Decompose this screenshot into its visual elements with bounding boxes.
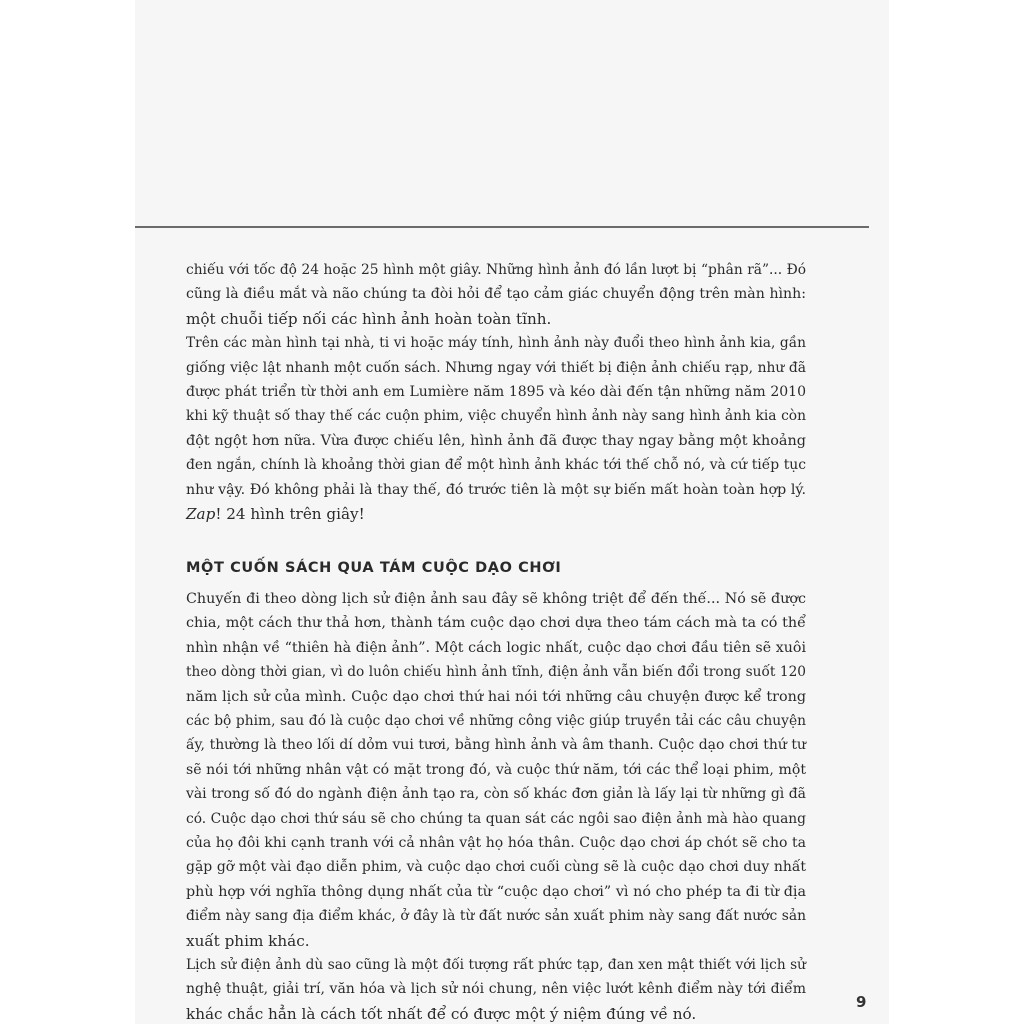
text-line: gặp gỡ một vài đạo diễn phim, và cuộc dạo chơi cuối cùng sẽ là cuộc dạo chơi duy nhất [186, 859, 806, 876]
text-line: khi kỹ thuật số thay thế các cuộn phim, việc chuyển hình ảnh này sang hình ảnh kia còn [186, 408, 806, 425]
text-line: nhìn nhận về “thiên hà điện ảnh”. Một cách logic nhất, cuộc dạo chơi đầu tiên sẽ xuôi [186, 639, 806, 656]
paragraph-4 [186, 953, 806, 1026]
section-heading: MỘT CUỐN SÁCH QUA TÁM CUỘC DẠO CHƠI [186, 560, 562, 577]
header-rule [135, 226, 869, 228]
text-line: phù hợp với nghĩa thông dụng nhất của từ “cuộc dạo chơi” vì nó cho phép ta đi từ địa [186, 883, 806, 900]
paragraph-3 [186, 587, 806, 953]
text-line: cũng là điều mắt và não chúng ta đòi hỏi để tạo cảm giác chuyển động trên màn hình: [186, 286, 806, 303]
text-fragment: ! 24 hình trên giây! [215, 505, 365, 524]
paragraph-1 [186, 258, 806, 331]
text-line: vài trong số đó do ngành điện ảnh tạo ra, còn số khác đơn giản là lấy lại từ những gì đã [186, 786, 806, 803]
text-line: như vậy. Đó không phải là thay thế, đó trước tiên là một sự biến mất hoàn toàn hợp lý. [186, 481, 806, 498]
text-line: xuất phim khác. [186, 931, 310, 950]
page-number: 9 [856, 993, 867, 1011]
text-line: một chuỗi tiếp nối các hình ảnh hoàn toàn tĩnh. [186, 309, 552, 328]
text-line: đen ngắn, chính là khoảng thời gian để một hình ảnh khác tới thế chỗ nó, và cứ tiếp tục [186, 457, 806, 474]
text-line: chia, một cách thư thả hơn, thành tám cuộc dạo chơi dựa theo tám cách mà ta có thể [186, 615, 806, 632]
text-line: có. Cuộc dạo chơi thứ sáu sẽ cho chúng ta quan sát các ngôi sao điện ảnh mà hào quang [186, 810, 806, 827]
italic-word: Zap [186, 505, 216, 524]
text-line: Chuyến đi theo dòng lịch sử điện ảnh sau đây sẽ không triệt để đến thế... Nó sẽ được [186, 590, 806, 607]
text-line: của họ đôi khi cạnh tranh với cả nhân vật họ hóa thân. Cuộc dạo chơi áp chót sẽ cho ta [186, 834, 806, 851]
body-text [186, 258, 806, 1026]
text-line: theo dòng thời gian, vì do luôn chiếu hình ảnh tĩnh, điện ảnh vẫn biến đổi trong suốt 120 [186, 664, 806, 681]
text-line: khác chắc hẳn là cách tốt nhất để có được một ý niệm đúng về nó. [186, 1004, 697, 1023]
text-line: Trên các màn hình tại nhà, ti vi hoặc máy tính, hình ảnh này đuổi theo hình ảnh kia, gần [186, 335, 806, 352]
text-line: điểm này sang địa điểm khác, ở đây là từ đất nước sản xuất phim này sang đất nước sản [186, 908, 806, 925]
text-line: nghệ thuật, giải trí, văn hóa và lịch sử nói chung, nên việc lướt kênh điểm này tới điểm [186, 981, 806, 998]
text-line: giống việc lật nhanh một cuốn sách. Nhưng ngay với thiết bị điện ảnh chiếu rạp, như đã [186, 359, 806, 376]
text-line: đột ngột hơn nữa. Vừa được chiếu lên, hình ảnh đã được thay ngay bằng một khoảng [186, 432, 806, 449]
text-line [186, 502, 806, 526]
text-line: năm lịch sử của mình. Cuộc dạo chơi thứ hai nói tới những câu chuyện được kể trong [186, 688, 806, 705]
text-line: các bộ phim, sau đó là cuộc dạo chơi về những công việc giúp truyền tải các câu chuyện [186, 712, 806, 729]
text-line: Lịch sử điện ảnh dù sao cũng là một đối tượng rất phức tạp, đan xen mật thiết với lịch sử [186, 956, 806, 973]
text-line: sẽ nói tới những nhân vật có mặt trong đó, và cuộc thứ năm, tới các thể loại phim, một [186, 761, 806, 778]
text-line: ấy, thường là theo lối dí dỏm vui tươi, bằng hình ảnh và âm thanh. Cuộc dạo chơi thứ tư [186, 737, 806, 754]
text-line: chiếu với tốc độ 24 hoặc 25 hình một giây. Những hình ảnh đó lần lượt bị “phân rã”... Đó [186, 262, 806, 278]
paragraph-2 [186, 331, 806, 526]
text-line: được phát triển từ thời anh em Lumière năm 1895 và kéo dài đến tận những năm 2010 [186, 384, 806, 401]
